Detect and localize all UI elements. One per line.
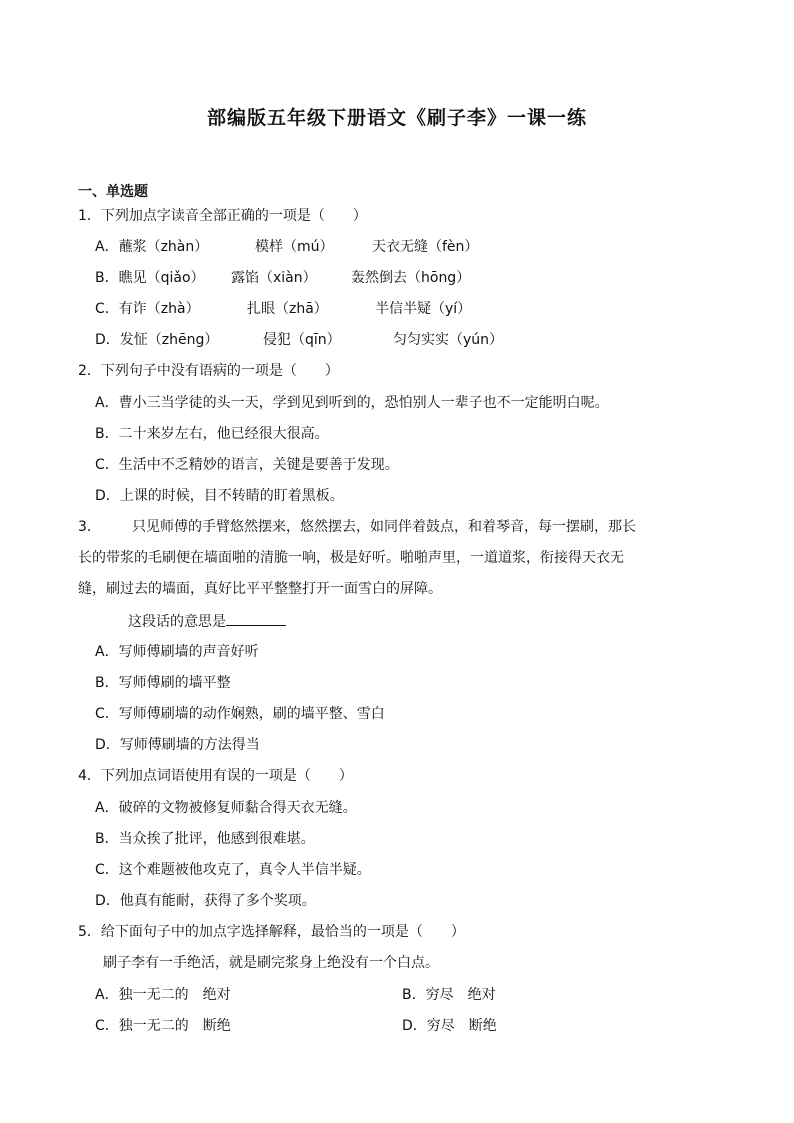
question-4-option-b: B．当众挨了批评，他感到很难堪。 — [95, 831, 315, 847]
question-1-stem: 1．下列加点字读音全部正确的一项是（ ） — [78, 208, 367, 224]
option-part: A．蘸浆（zhàn） — [95, 239, 209, 255]
question-3-option-d: D．写师傅刷墙的方法得当 — [95, 737, 260, 753]
section-heading: 一、单选题 — [78, 184, 148, 200]
question-3-prompt — [128, 611, 286, 632]
question-1-option-a — [95, 237, 478, 257]
question-2-option-a: A．曹小三当学徒的头一天，学到见到听到的，恐怕别人一辈子也不一定能明白呢。 — [95, 395, 609, 411]
question-1-option-c — [95, 299, 471, 319]
question-2-option-c: C．生活中不乏精妙的语言，关键是要善于发现。 — [95, 457, 399, 473]
question-1-option-b — [95, 268, 470, 288]
question-4-stem: 4．下列加点词语使用有误的一项是（ ） — [78, 768, 353, 784]
option-part: B．瞧见（qiǎo） — [95, 270, 205, 286]
question-3-passage-line-2: 长的带浆的毛刷便在墙面啪的清脆一响，极是好听。啪啪声里，一道道浆，衔接得天衣无 — [78, 550, 624, 566]
page-title: 部编版五年级下册语文《刷子李》一课一练 — [206, 107, 587, 129]
question-5-option-a: A．独一无二的 绝对 — [95, 987, 231, 1003]
option-part: C．有诈（zhà） — [95, 301, 200, 317]
question-5-option-d: D．穷尽 断绝 — [402, 1018, 497, 1034]
option-part: 匀匀实实（yún） — [393, 332, 504, 348]
option-part: 侵犯（qīn） — [263, 332, 341, 348]
question-3-option-a: A．写师傅刷墙的声音好听 — [95, 644, 259, 660]
option-part: D．发怔（zhēng） — [95, 332, 219, 348]
question-3-passage-line-3: 缝，刷过去的墙面，真好比平平整整打开一面雪白的屏障。 — [78, 581, 442, 597]
answer-blank[interactable] — [226, 611, 286, 626]
option-part: 天衣无缝（fèn） — [372, 239, 479, 255]
option-part: 露馅（xiàn） — [231, 270, 317, 286]
passage-text: 只见师傅的手臂悠然摆来，悠然摆去，如同伴着鼓点，和着琴音，每一摆刷，那长 — [132, 519, 636, 535]
question-4-option-c: C．这个难题被他攻克了，真令人半信半疑。 — [95, 862, 371, 878]
question-2-option-d: D．上课的时候，目不转睛的盯着黑板。 — [95, 488, 344, 504]
option-part: 轰然倒去（hōng） — [351, 270, 471, 286]
question-number: 3． — [78, 519, 101, 535]
question-5-sentence: 刷子李有一手绝活，就是刷完浆身上绝没有一个白点。 — [103, 955, 439, 971]
question-3-option-c: C．写师傅刷墙的动作娴熟，刷的墙平整、雪白 — [95, 706, 385, 722]
question-5-stem: 5．给下面句子中的加点字选择解释，最恰当的一项是（ ） — [78, 924, 465, 940]
question-3-option-b: B．写师傅刷的墙平整 — [95, 675, 231, 691]
question-5-option-b: B．穷尽 绝对 — [402, 987, 496, 1003]
question-5-option-c: C．独一无二的 断绝 — [95, 1018, 231, 1034]
question-1-option-d — [95, 330, 503, 350]
prompt-text: 这段话的意思是 — [128, 614, 226, 630]
question-2-option-b: B．二十来岁左右，他已经很大很高。 — [95, 426, 329, 442]
question-2-stem: 2．下列句子中没有语病的一项是（ ） — [78, 363, 339, 379]
question-3-passage-line-1 — [78, 517, 636, 537]
question-4-option-a: A．破碎的文物被修复师黏合得天衣无缝。 — [95, 800, 357, 816]
question-4-option-d: D．他真有能耐，获得了多个奖项。 — [95, 893, 316, 909]
option-part: 半信半疑（yí） — [375, 301, 472, 317]
option-part: 模样（mú） — [255, 239, 334, 255]
option-part: 扎眼（zhā） — [247, 301, 328, 317]
